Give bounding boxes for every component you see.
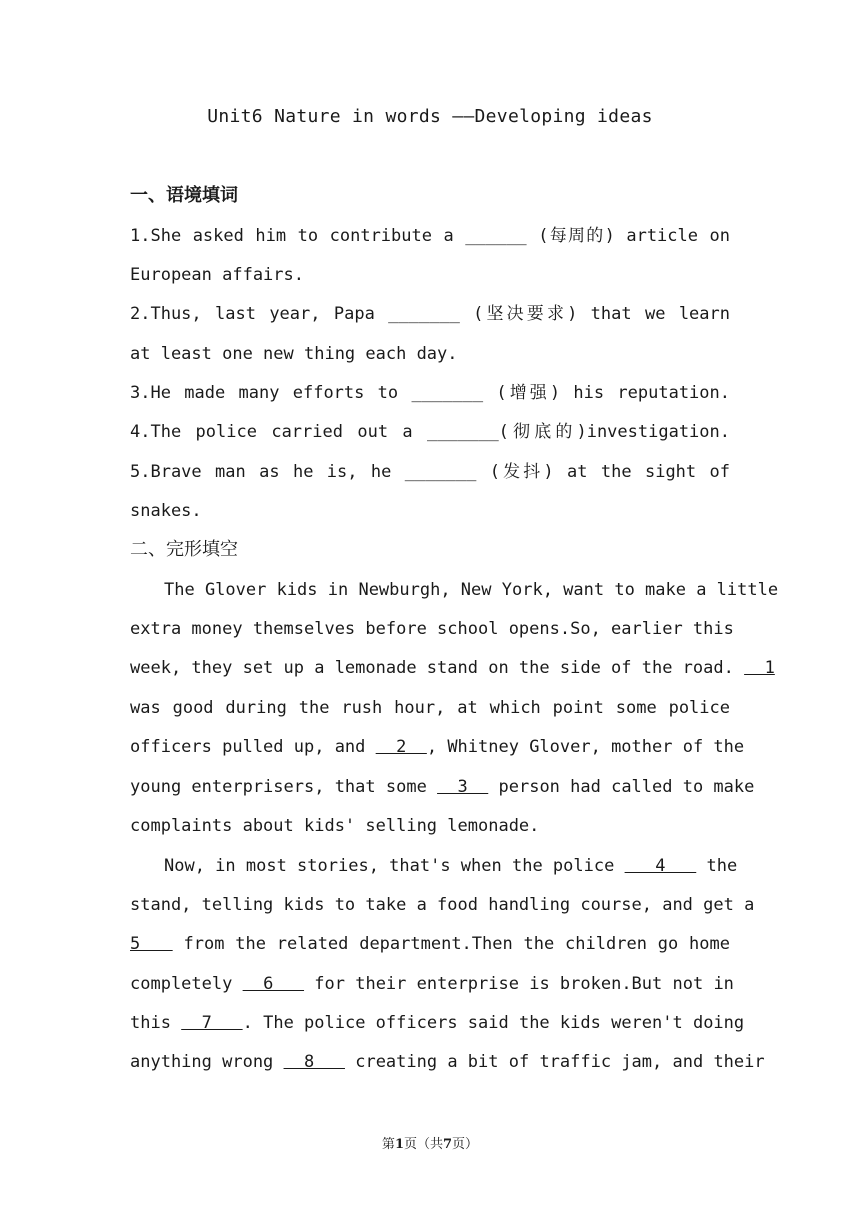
- total-page-count: 7: [443, 1137, 453, 1152]
- cloze-text: the: [706, 856, 738, 876]
- cloze-line: was good during the rush hour, at which point some police: [130, 698, 730, 718]
- cloze-line: extra money themselves before school opens.So, earlier this: [130, 619, 734, 639]
- cloze-blank-6: 6: [242, 974, 305, 994]
- exercise-line-5-cont: snakes.: [130, 501, 202, 521]
- cloze-text: , Whitney Glover, mother of the: [426, 737, 745, 757]
- cloze-text: completely: [130, 974, 233, 994]
- exercise-line-4: 4.The police carried out a _______(彻底的)investigation.: [130, 422, 730, 442]
- cloze-line: [130, 973, 734, 995]
- cloze-blank-7: 7: [181, 1013, 243, 1033]
- cloze-text: young enterprisers, that some: [130, 777, 427, 797]
- section-heading-vocabulary: 一、语境填词: [130, 185, 238, 206]
- footer-text: 页（共: [403, 1137, 443, 1152]
- cloze-line: [130, 657, 775, 679]
- cloze-blank-4: 4: [624, 856, 697, 876]
- exercise-line-3: 3.He made many efforts to _______ (增强) his reputation.: [130, 383, 730, 403]
- exercise-line-2-cont: at least one new thing each day.: [130, 344, 458, 364]
- cloze-blank-2: 2: [375, 737, 427, 757]
- exercise-line-1-cont: European affairs.: [130, 265, 304, 285]
- exercise-line-1: 1.She asked him to contribute a ______ (每周的) article on: [130, 226, 730, 246]
- cloze-blank-5: 5: [130, 934, 173, 954]
- cloze-line: [130, 1051, 765, 1073]
- exercise-line-5: 5.Brave man as he is, he _______ (发抖) at the sight of: [130, 462, 730, 482]
- cloze-text: from the related department.Then the children go home: [183, 934, 730, 954]
- cloze-text: officers pulled up, and: [130, 737, 366, 757]
- cloze-line: complaints about kids' selling lemonade.: [130, 816, 540, 836]
- section-heading-cloze: 二、完形填空: [130, 539, 238, 560]
- footer-text: 第: [381, 1137, 395, 1152]
- document-title: Unit6 Nature in words ——Developing ideas: [207, 106, 653, 127]
- cloze-text: week, they set up a lemonade stand on the side of the road.: [130, 658, 734, 678]
- cloze-line: [130, 776, 755, 798]
- cloze-line: [130, 736, 745, 758]
- cloze-text: . The police officers said the kids weren't doing: [242, 1013, 745, 1033]
- cloze-text: this: [130, 1013, 171, 1033]
- cloze-text: creating a bit of traffic jam, and their: [355, 1052, 765, 1072]
- cloze-line: [130, 933, 730, 955]
- cloze-line: [130, 1012, 745, 1034]
- cloze-text: person had called to make: [498, 777, 755, 797]
- cloze-text: anything wrong: [130, 1052, 274, 1072]
- cloze-text: for their enterprise is broken.But not in: [314, 974, 734, 994]
- footer-text: 页）: [452, 1137, 479, 1152]
- cloze-line: The Glover kids in Newburgh, New York, want to make a little: [164, 580, 779, 600]
- cloze-line: stand, telling kids to take a food handling course, and get a: [130, 895, 755, 915]
- exercise-line-2: 2.Thus, last year, Papa _______ (坚决要求) that we learn: [130, 304, 730, 324]
- cloze-blank-3: 3: [437, 777, 489, 797]
- current-page-number: 1: [394, 1137, 404, 1152]
- page-footer: [0, 1133, 860, 1152]
- cloze-line: [130, 855, 738, 877]
- cloze-blank-1: 1: [744, 658, 775, 678]
- cloze-text: Now, in most stories, that's when the police: [164, 856, 615, 876]
- cloze-blank-8: 8: [283, 1052, 345, 1072]
